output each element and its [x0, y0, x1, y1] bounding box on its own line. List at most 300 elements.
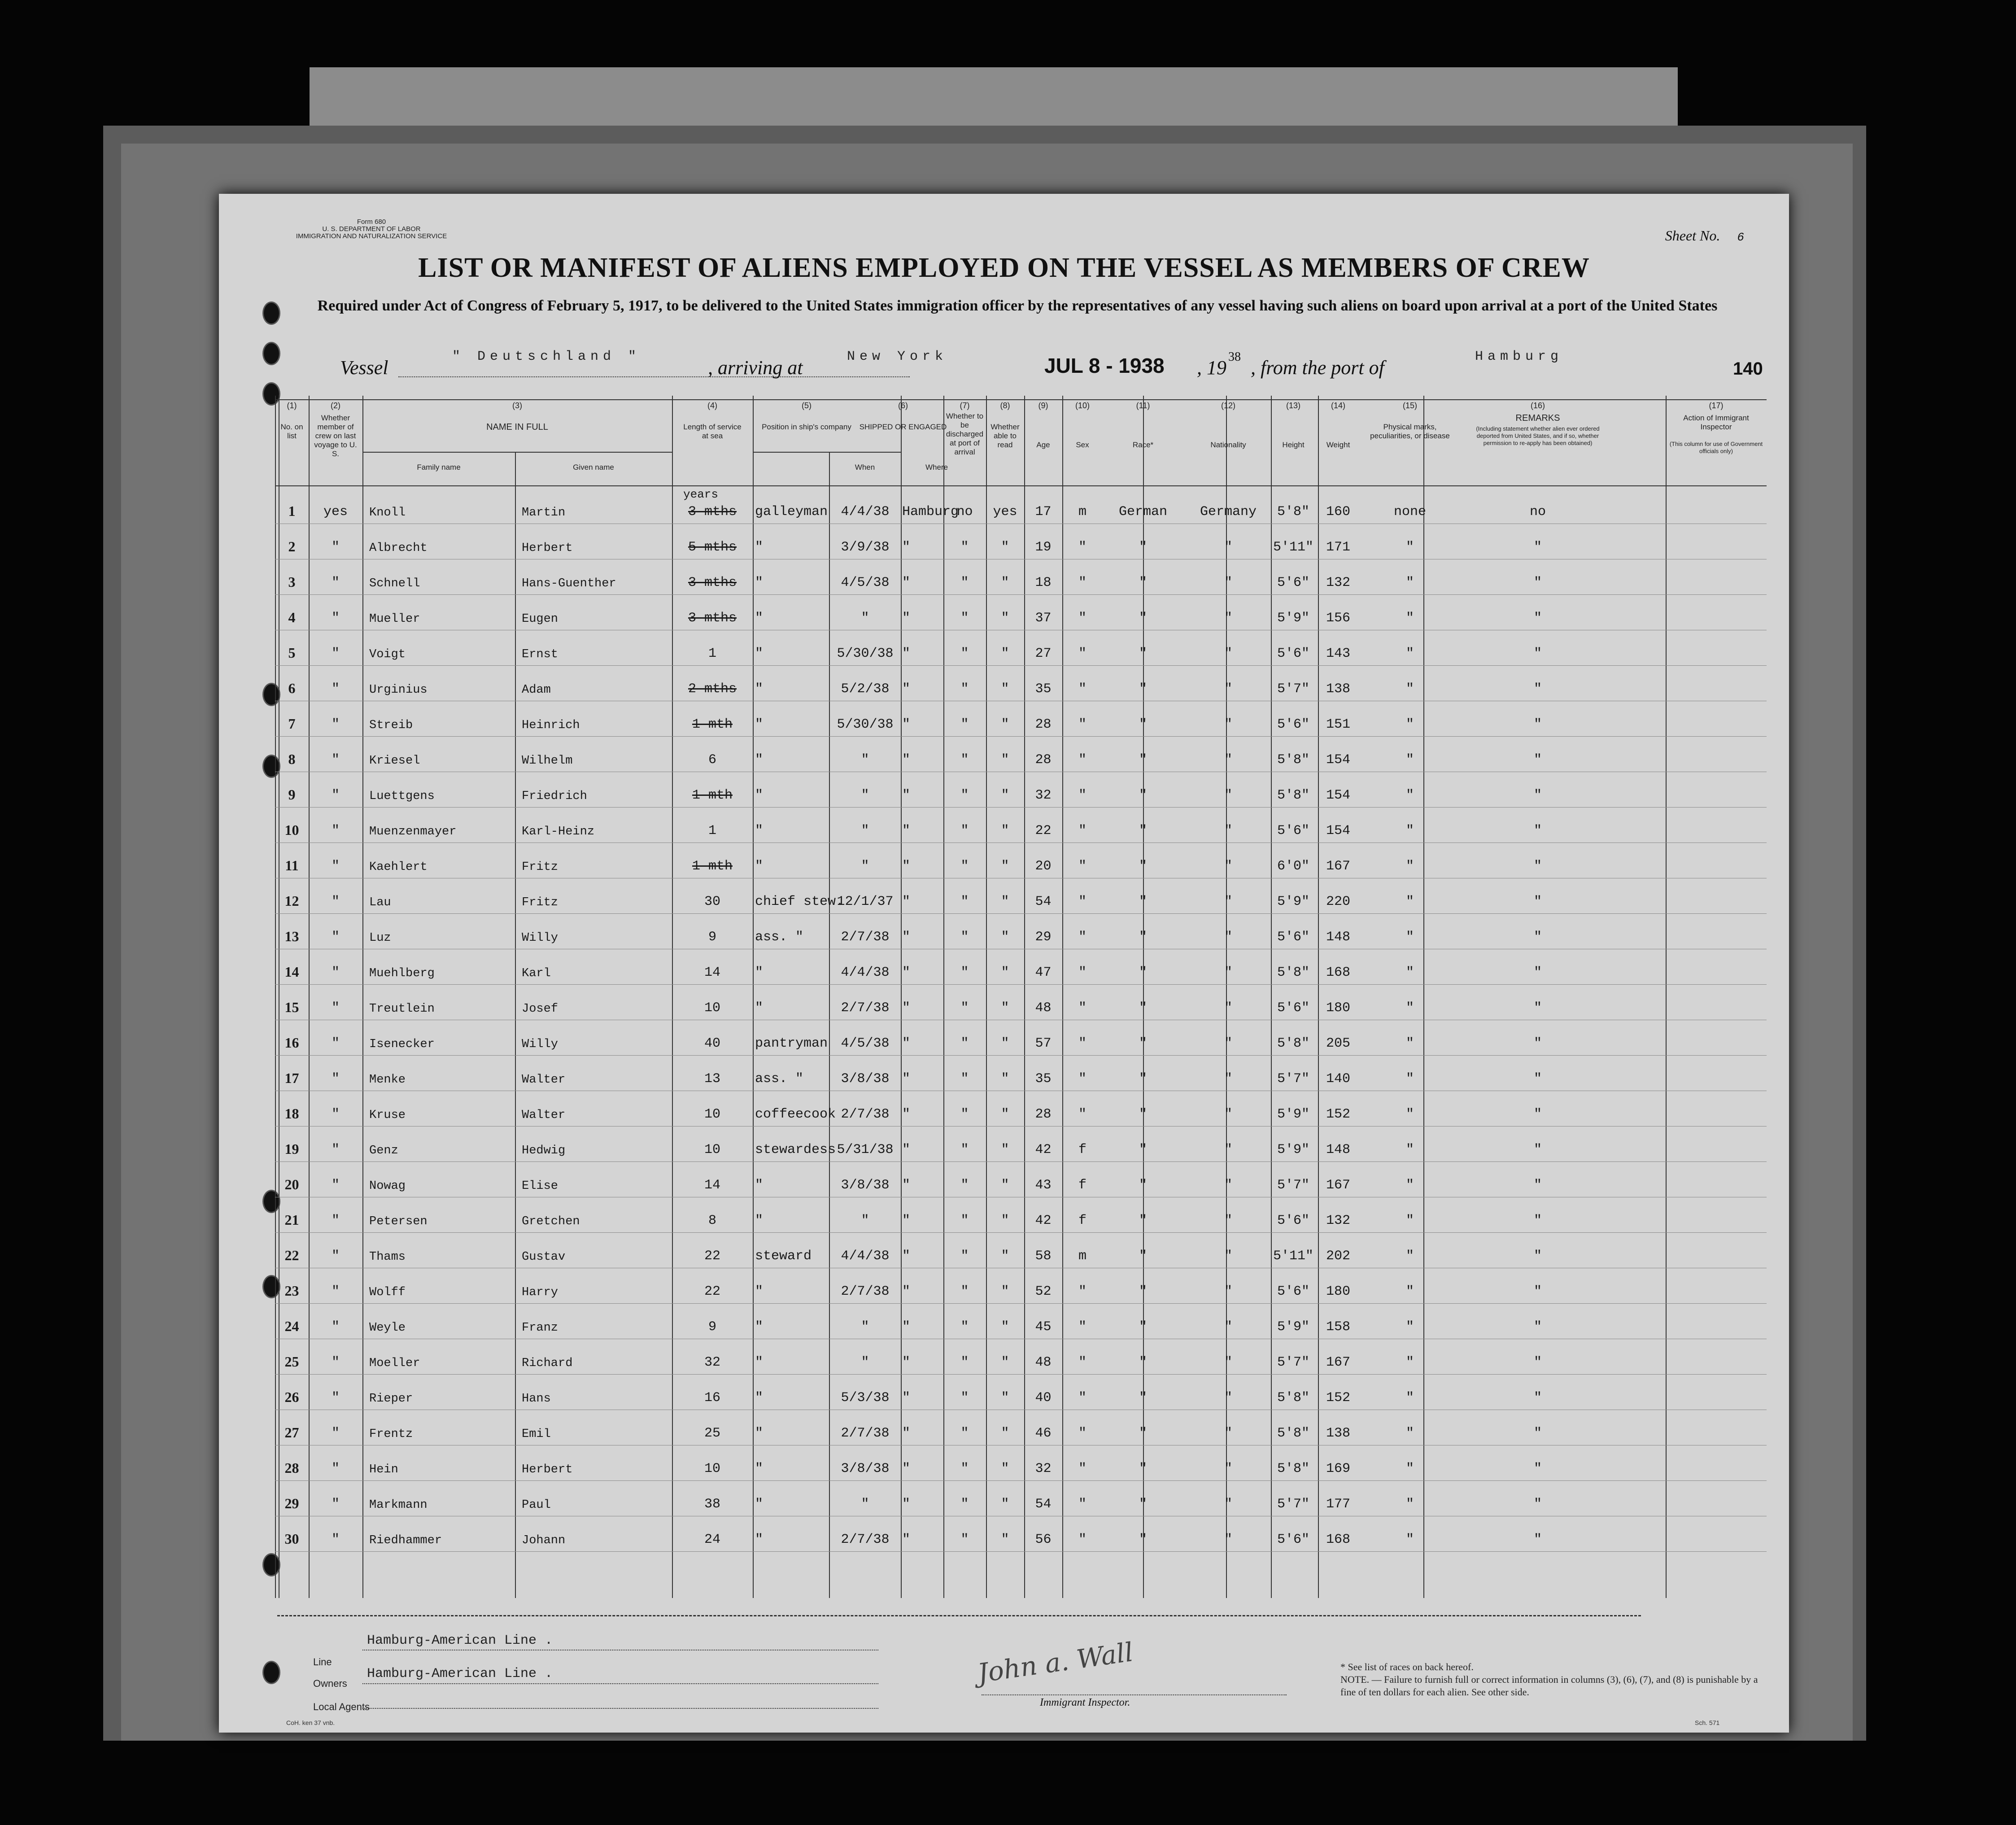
member-cell: " — [331, 1000, 340, 1016]
discharged: " — [960, 965, 969, 980]
age: 42 — [1035, 1213, 1052, 1228]
col-header-family: Family name — [417, 463, 461, 472]
service-length: 16 — [704, 1390, 720, 1406]
physical-marks: " — [1405, 1249, 1414, 1264]
table-row — [275, 1198, 1767, 1232]
row-rule — [275, 1161, 1767, 1162]
race: " — [1139, 965, 1147, 980]
nationality: " — [1224, 930, 1232, 945]
able-to-read: " — [1001, 1426, 1009, 1441]
discharged: " — [960, 540, 969, 555]
discharged: " — [960, 1319, 969, 1335]
given-name: Hans-Guenther — [522, 577, 616, 590]
physical-marks: " — [1405, 1142, 1414, 1157]
race: " — [1139, 894, 1147, 909]
member-cell: " — [331, 859, 340, 874]
col-header-shipped: SHIPPED OR ENGAGED — [859, 423, 947, 431]
height: 5'8" — [1277, 965, 1309, 980]
weight: 169 — [1326, 1461, 1350, 1476]
discharged: " — [960, 788, 969, 803]
shipped-where: " — [902, 1284, 911, 1299]
height: 5'7" — [1277, 681, 1309, 697]
member-cell: " — [331, 1461, 340, 1476]
height: 5'9" — [1277, 611, 1309, 626]
able-to-read: " — [1001, 788, 1009, 803]
row-number: 16 — [284, 1035, 299, 1051]
height: 5'7" — [1277, 1355, 1309, 1370]
remarks: " — [1533, 1142, 1542, 1157]
able-to-read: " — [1001, 1355, 1009, 1370]
shipped-where: " — [902, 823, 911, 838]
owners-dotline — [362, 1683, 878, 1684]
nationality: " — [1224, 788, 1232, 803]
family-name: Moeller — [369, 1357, 420, 1370]
agents-dotline — [362, 1708, 878, 1709]
discharged: " — [960, 752, 969, 768]
shipped-where: " — [902, 646, 911, 661]
family-name: Schnell — [369, 577, 420, 590]
height: 5'9" — [1277, 1107, 1309, 1122]
member-cell: " — [331, 1107, 340, 1122]
footnote-races: * See list of races on back hereof. — [1340, 1661, 1474, 1672]
service-length: 25 — [704, 1426, 720, 1441]
weight: 167 — [1326, 1355, 1350, 1370]
remarks: " — [1533, 823, 1542, 838]
sex: " — [1078, 1000, 1087, 1016]
table-row — [275, 1340, 1767, 1374]
position: " — [755, 823, 764, 838]
sex: " — [1078, 752, 1087, 768]
member-cell: " — [331, 894, 340, 909]
service-length: 9 — [708, 1319, 716, 1335]
physical-marks: " — [1405, 894, 1414, 909]
able-to-read: " — [1001, 1000, 1009, 1016]
member-cell: " — [331, 965, 340, 980]
age: 47 — [1035, 965, 1052, 980]
given-name: Josef — [522, 1002, 559, 1016]
row-number: 27 — [284, 1424, 299, 1441]
discharged: " — [960, 717, 969, 732]
family-name: Genz — [369, 1144, 398, 1157]
given-name: Wilhelm — [522, 754, 573, 768]
able-to-read: " — [1001, 859, 1009, 874]
height: 5'9" — [1277, 894, 1309, 909]
col-header-age: Age — [1036, 441, 1050, 449]
service-length: 1 mth — [692, 859, 733, 874]
nationality: " — [1224, 894, 1232, 909]
sex: " — [1078, 575, 1087, 590]
shipped-where: " — [902, 1142, 911, 1157]
shipped-when: 3/8/38 — [841, 1178, 890, 1193]
able-to-read: yes — [993, 504, 1017, 520]
shipped-when: 4/4/38 — [841, 1249, 890, 1264]
position: " — [755, 1178, 764, 1193]
family-name: Streib — [369, 719, 413, 732]
race: " — [1139, 1497, 1147, 1512]
race: " — [1139, 752, 1147, 768]
sex: " — [1078, 1284, 1087, 1299]
service: IMMIGRATION AND NATURALIZATION SERVICE — [296, 232, 447, 240]
table-row — [275, 1021, 1767, 1055]
given-name: Willy — [522, 1038, 559, 1051]
given-name: Emil — [522, 1428, 551, 1441]
col-header-nationality: Nationality — [1210, 441, 1246, 449]
service-length: 3 mths — [688, 575, 737, 590]
given-name: Gustav — [522, 1250, 566, 1264]
col-header-position: Position in ship's company — [762, 423, 851, 431]
table-row — [275, 1162, 1767, 1196]
family-name: Albrecht — [369, 541, 428, 555]
service-length: 8 — [708, 1213, 716, 1228]
sex: f — [1078, 1213, 1087, 1228]
punch-hole — [262, 301, 280, 325]
nationality: " — [1224, 1461, 1232, 1476]
table-row — [275, 1127, 1767, 1161]
table-row — [275, 595, 1767, 629]
table-row — [275, 666, 1767, 700]
sex: f — [1078, 1178, 1087, 1193]
physical-marks: " — [1405, 540, 1414, 555]
age: 20 — [1035, 859, 1052, 874]
age: 22 — [1035, 823, 1052, 838]
owners-value: Hamburg-American Line . — [367, 1666, 553, 1681]
service-length: 32 — [704, 1355, 720, 1370]
row-number: 7 — [288, 716, 296, 732]
from-port-label: , from the port of — [1251, 357, 1384, 379]
position: ass. " — [755, 930, 804, 945]
height: 5'6" — [1277, 575, 1309, 590]
given-name: Karl — [522, 967, 551, 980]
remarks: " — [1533, 1461, 1542, 1476]
discharged: " — [960, 1178, 969, 1193]
position: " — [755, 611, 764, 626]
position: steward — [755, 1249, 812, 1264]
shipped-where: " — [902, 752, 911, 768]
col-num: (3) — [512, 401, 522, 410]
service-length: 14 — [704, 1178, 720, 1193]
sex: " — [1078, 540, 1087, 555]
shipped-when: " — [861, 1319, 869, 1335]
position: " — [755, 540, 764, 555]
service-length: 40 — [704, 1036, 720, 1051]
shipped-when: " — [861, 752, 869, 768]
sex: " — [1078, 1532, 1087, 1547]
row-rule — [275, 807, 1767, 808]
family-name: Markmann — [369, 1498, 428, 1512]
nationality: " — [1224, 965, 1232, 980]
sex: " — [1078, 1390, 1087, 1406]
table-row — [275, 1375, 1767, 1409]
nationality: " — [1224, 1284, 1232, 1299]
row-number: 22 — [284, 1247, 299, 1263]
family-name: Weyle — [369, 1321, 406, 1335]
discharged: " — [960, 823, 969, 838]
discharged: " — [960, 1426, 969, 1441]
race: " — [1139, 1107, 1147, 1122]
weight: 205 — [1326, 1036, 1350, 1051]
able-to-read: " — [1001, 930, 1009, 945]
given-name: Richard — [522, 1357, 573, 1370]
family-name: Menke — [369, 1073, 406, 1087]
discharged: " — [960, 1213, 969, 1228]
discharged: " — [960, 1071, 969, 1087]
shipped-when: 5/2/38 — [841, 681, 890, 697]
position: " — [755, 859, 764, 874]
shipped-where: " — [902, 1249, 911, 1264]
discharged: " — [960, 1284, 969, 1299]
member-cell: " — [331, 575, 340, 590]
family-name: Muenzenmayer — [369, 825, 457, 838]
height: 5'11" — [1273, 1249, 1313, 1264]
sex: " — [1078, 859, 1087, 874]
height: 6'0" — [1277, 859, 1309, 874]
name-sub-rule — [362, 452, 672, 453]
row-number: 6 — [288, 680, 296, 696]
discharged: " — [960, 1461, 969, 1476]
vessel-line — [219, 349, 1789, 383]
footnote-penalty: NOTE. — Failure to furnish full or correct information in columns (3), (6), (7), and (8) is punishable by a fine of ten dollars for each alien. See other side. — [1340, 1674, 1758, 1698]
height: 5'9" — [1277, 1142, 1309, 1157]
family-name: Kriesel — [369, 754, 420, 768]
weight: 154 — [1326, 823, 1350, 838]
remarks: " — [1533, 1107, 1542, 1122]
vessel-dotline — [398, 376, 910, 377]
age: 54 — [1035, 894, 1052, 909]
table-row — [275, 1517, 1767, 1551]
table-row — [275, 985, 1767, 1019]
age: 48 — [1035, 1355, 1052, 1370]
sex: " — [1078, 1355, 1087, 1370]
family-name: Nowag — [369, 1179, 406, 1193]
position: " — [755, 1000, 764, 1016]
remarks: " — [1533, 1178, 1542, 1193]
given-name: Elise — [522, 1179, 559, 1193]
weight: 160 — [1326, 504, 1350, 520]
remarks: " — [1533, 752, 1542, 768]
remarks: " — [1533, 611, 1542, 626]
member-cell: " — [331, 930, 340, 945]
remarks: " — [1533, 1000, 1542, 1016]
family-name: Muehlberg — [369, 967, 435, 980]
age: 42 — [1035, 1142, 1052, 1157]
row-number: 21 — [284, 1212, 299, 1228]
col-header-weight: Weight — [1326, 441, 1350, 449]
shipped-where: " — [902, 717, 911, 732]
position: " — [755, 1284, 764, 1299]
shipped-where: " — [902, 540, 911, 555]
row-number: 12 — [284, 893, 299, 909]
remarks: " — [1533, 1532, 1542, 1547]
discharged: " — [960, 894, 969, 909]
age: 45 — [1035, 1319, 1052, 1335]
race: " — [1139, 540, 1147, 555]
col-num: (13) — [1286, 401, 1300, 410]
nationality: " — [1224, 611, 1232, 626]
nationality: " — [1224, 717, 1232, 732]
col-num: (17) — [1709, 401, 1724, 410]
family-name: Kaehlert — [369, 860, 428, 874]
shipped-when: 12/1/37 — [837, 894, 894, 909]
service-length: 10 — [704, 1142, 720, 1157]
height: 5'7" — [1277, 1497, 1309, 1512]
position: " — [755, 681, 764, 697]
able-to-read: " — [1001, 894, 1009, 909]
col-header-marks: Physical marks, peculiarities, or disease — [1370, 423, 1450, 440]
nationality: " — [1224, 1319, 1232, 1335]
page-number: 140 — [1733, 359, 1763, 379]
manifest-sheet — [219, 194, 1789, 1733]
family-name: Thams — [369, 1250, 406, 1264]
member-cell: " — [331, 1355, 340, 1370]
service-length: 5 mths — [688, 540, 737, 555]
line-label: Line — [313, 1656, 332, 1668]
sex: " — [1078, 894, 1087, 909]
position: " — [755, 1426, 764, 1441]
age: 57 — [1035, 1036, 1052, 1051]
age: 27 — [1035, 646, 1052, 661]
given-name: Franz — [522, 1321, 559, 1335]
nationality: " — [1224, 1249, 1232, 1264]
race: " — [1139, 575, 1147, 590]
physical-marks: " — [1405, 823, 1414, 838]
race: " — [1139, 930, 1147, 945]
nationality: " — [1224, 1107, 1232, 1122]
given-name: Heinrich — [522, 719, 580, 732]
given-name: Fritz — [522, 896, 559, 909]
height: 5'6" — [1277, 717, 1309, 732]
table-row — [275, 1304, 1767, 1338]
weight: 152 — [1326, 1390, 1350, 1406]
race: " — [1139, 1390, 1147, 1406]
member-cell: " — [331, 1319, 340, 1335]
sex: " — [1078, 717, 1087, 732]
remarks: " — [1533, 1390, 1542, 1406]
row-number: 9 — [288, 786, 296, 803]
sex: " — [1078, 1319, 1087, 1335]
height: 5'6" — [1277, 823, 1309, 838]
age: 17 — [1035, 504, 1052, 520]
remarks: " — [1533, 646, 1542, 661]
family-name: Knoll — [369, 506, 406, 520]
row-rule — [275, 1374, 1767, 1375]
race: " — [1139, 646, 1147, 661]
height: 5'8" — [1277, 1461, 1309, 1476]
shipped-when: " — [861, 788, 869, 803]
service-length: 1 — [708, 823, 716, 838]
shipped-when: 5/30/38 — [837, 646, 894, 661]
able-to-read: " — [1001, 681, 1009, 697]
age: 54 — [1035, 1497, 1052, 1512]
row-number: 20 — [284, 1176, 299, 1192]
age: 52 — [1035, 1284, 1052, 1299]
physical-marks: " — [1405, 1532, 1414, 1547]
discharged: " — [960, 1390, 969, 1406]
shipped-where: " — [902, 1319, 911, 1335]
row-number: 18 — [284, 1105, 299, 1122]
row-number: 8 — [288, 751, 296, 767]
able-to-read: " — [1001, 1532, 1009, 1547]
shipped-when: 4/5/38 — [841, 1036, 890, 1051]
shipped-when: 3/8/38 — [841, 1461, 890, 1476]
position: pantryman — [755, 1036, 828, 1051]
shipped-where: " — [902, 681, 911, 697]
sex: " — [1078, 646, 1087, 661]
sex: " — [1078, 930, 1087, 945]
given-name: Paul — [522, 1498, 551, 1512]
race: " — [1139, 1426, 1147, 1441]
given-name: Johann — [522, 1534, 566, 1547]
row-number: 29 — [284, 1495, 299, 1511]
remarks: " — [1533, 717, 1542, 732]
race: " — [1139, 1071, 1147, 1087]
table-row — [275, 1092, 1767, 1126]
physical-marks: none — [1393, 504, 1426, 520]
able-to-read: " — [1001, 823, 1009, 838]
age: 29 — [1035, 930, 1052, 945]
race: " — [1139, 1000, 1147, 1016]
shipped-when: 3/9/38 — [841, 540, 890, 555]
nationality: " — [1224, 681, 1232, 697]
age: 46 — [1035, 1426, 1052, 1441]
physical-marks: " — [1405, 965, 1414, 980]
row-rule — [275, 1303, 1767, 1304]
col-num: (11) — [1136, 401, 1150, 410]
table-row — [275, 1481, 1767, 1515]
row-rule — [275, 1055, 1767, 1056]
sex: " — [1078, 611, 1087, 626]
family-name: Isenecker — [369, 1038, 435, 1051]
sex: " — [1078, 788, 1087, 803]
physical-marks: " — [1405, 1390, 1414, 1406]
age: 37 — [1035, 611, 1052, 626]
nationality: " — [1224, 1071, 1232, 1087]
row-rule — [275, 736, 1767, 737]
printer-mark: CoH. ken 37 vnb. — [286, 1719, 335, 1726]
arriving-label: , arriving at — [708, 357, 803, 379]
shipped-where: " — [902, 1213, 911, 1228]
weight: 168 — [1326, 1532, 1350, 1547]
given-name: Harry — [522, 1286, 559, 1299]
sex: f — [1078, 1142, 1087, 1157]
physical-marks: " — [1405, 1319, 1414, 1335]
race: " — [1139, 1142, 1147, 1157]
physical-marks: " — [1405, 788, 1414, 803]
member-cell: " — [331, 1497, 340, 1512]
weight: 154 — [1326, 788, 1350, 803]
nationality: " — [1224, 1178, 1232, 1193]
vessel-name: " Deutschland " — [452, 349, 641, 364]
physical-marks: " — [1405, 1213, 1414, 1228]
position: " — [755, 1497, 764, 1512]
row-number: 30 — [284, 1531, 299, 1547]
schedule-mark: Sch. 571 — [1695, 1719, 1720, 1726]
member-cell: " — [331, 681, 340, 697]
service-length: 6 — [708, 752, 716, 768]
weight: 138 — [1326, 1426, 1350, 1441]
shipped-when: 2/7/38 — [841, 1532, 890, 1547]
discharged: " — [960, 1000, 969, 1016]
physical-marks: " — [1405, 717, 1414, 732]
nationality: " — [1224, 1497, 1232, 1512]
age: 35 — [1035, 681, 1052, 697]
member-cell: " — [331, 611, 340, 626]
race: " — [1139, 1036, 1147, 1051]
position: " — [755, 646, 764, 661]
discharged: " — [960, 930, 969, 945]
discharged: " — [960, 1036, 969, 1051]
race: " — [1139, 788, 1147, 803]
shipped-when: 2/7/38 — [841, 1000, 890, 1016]
